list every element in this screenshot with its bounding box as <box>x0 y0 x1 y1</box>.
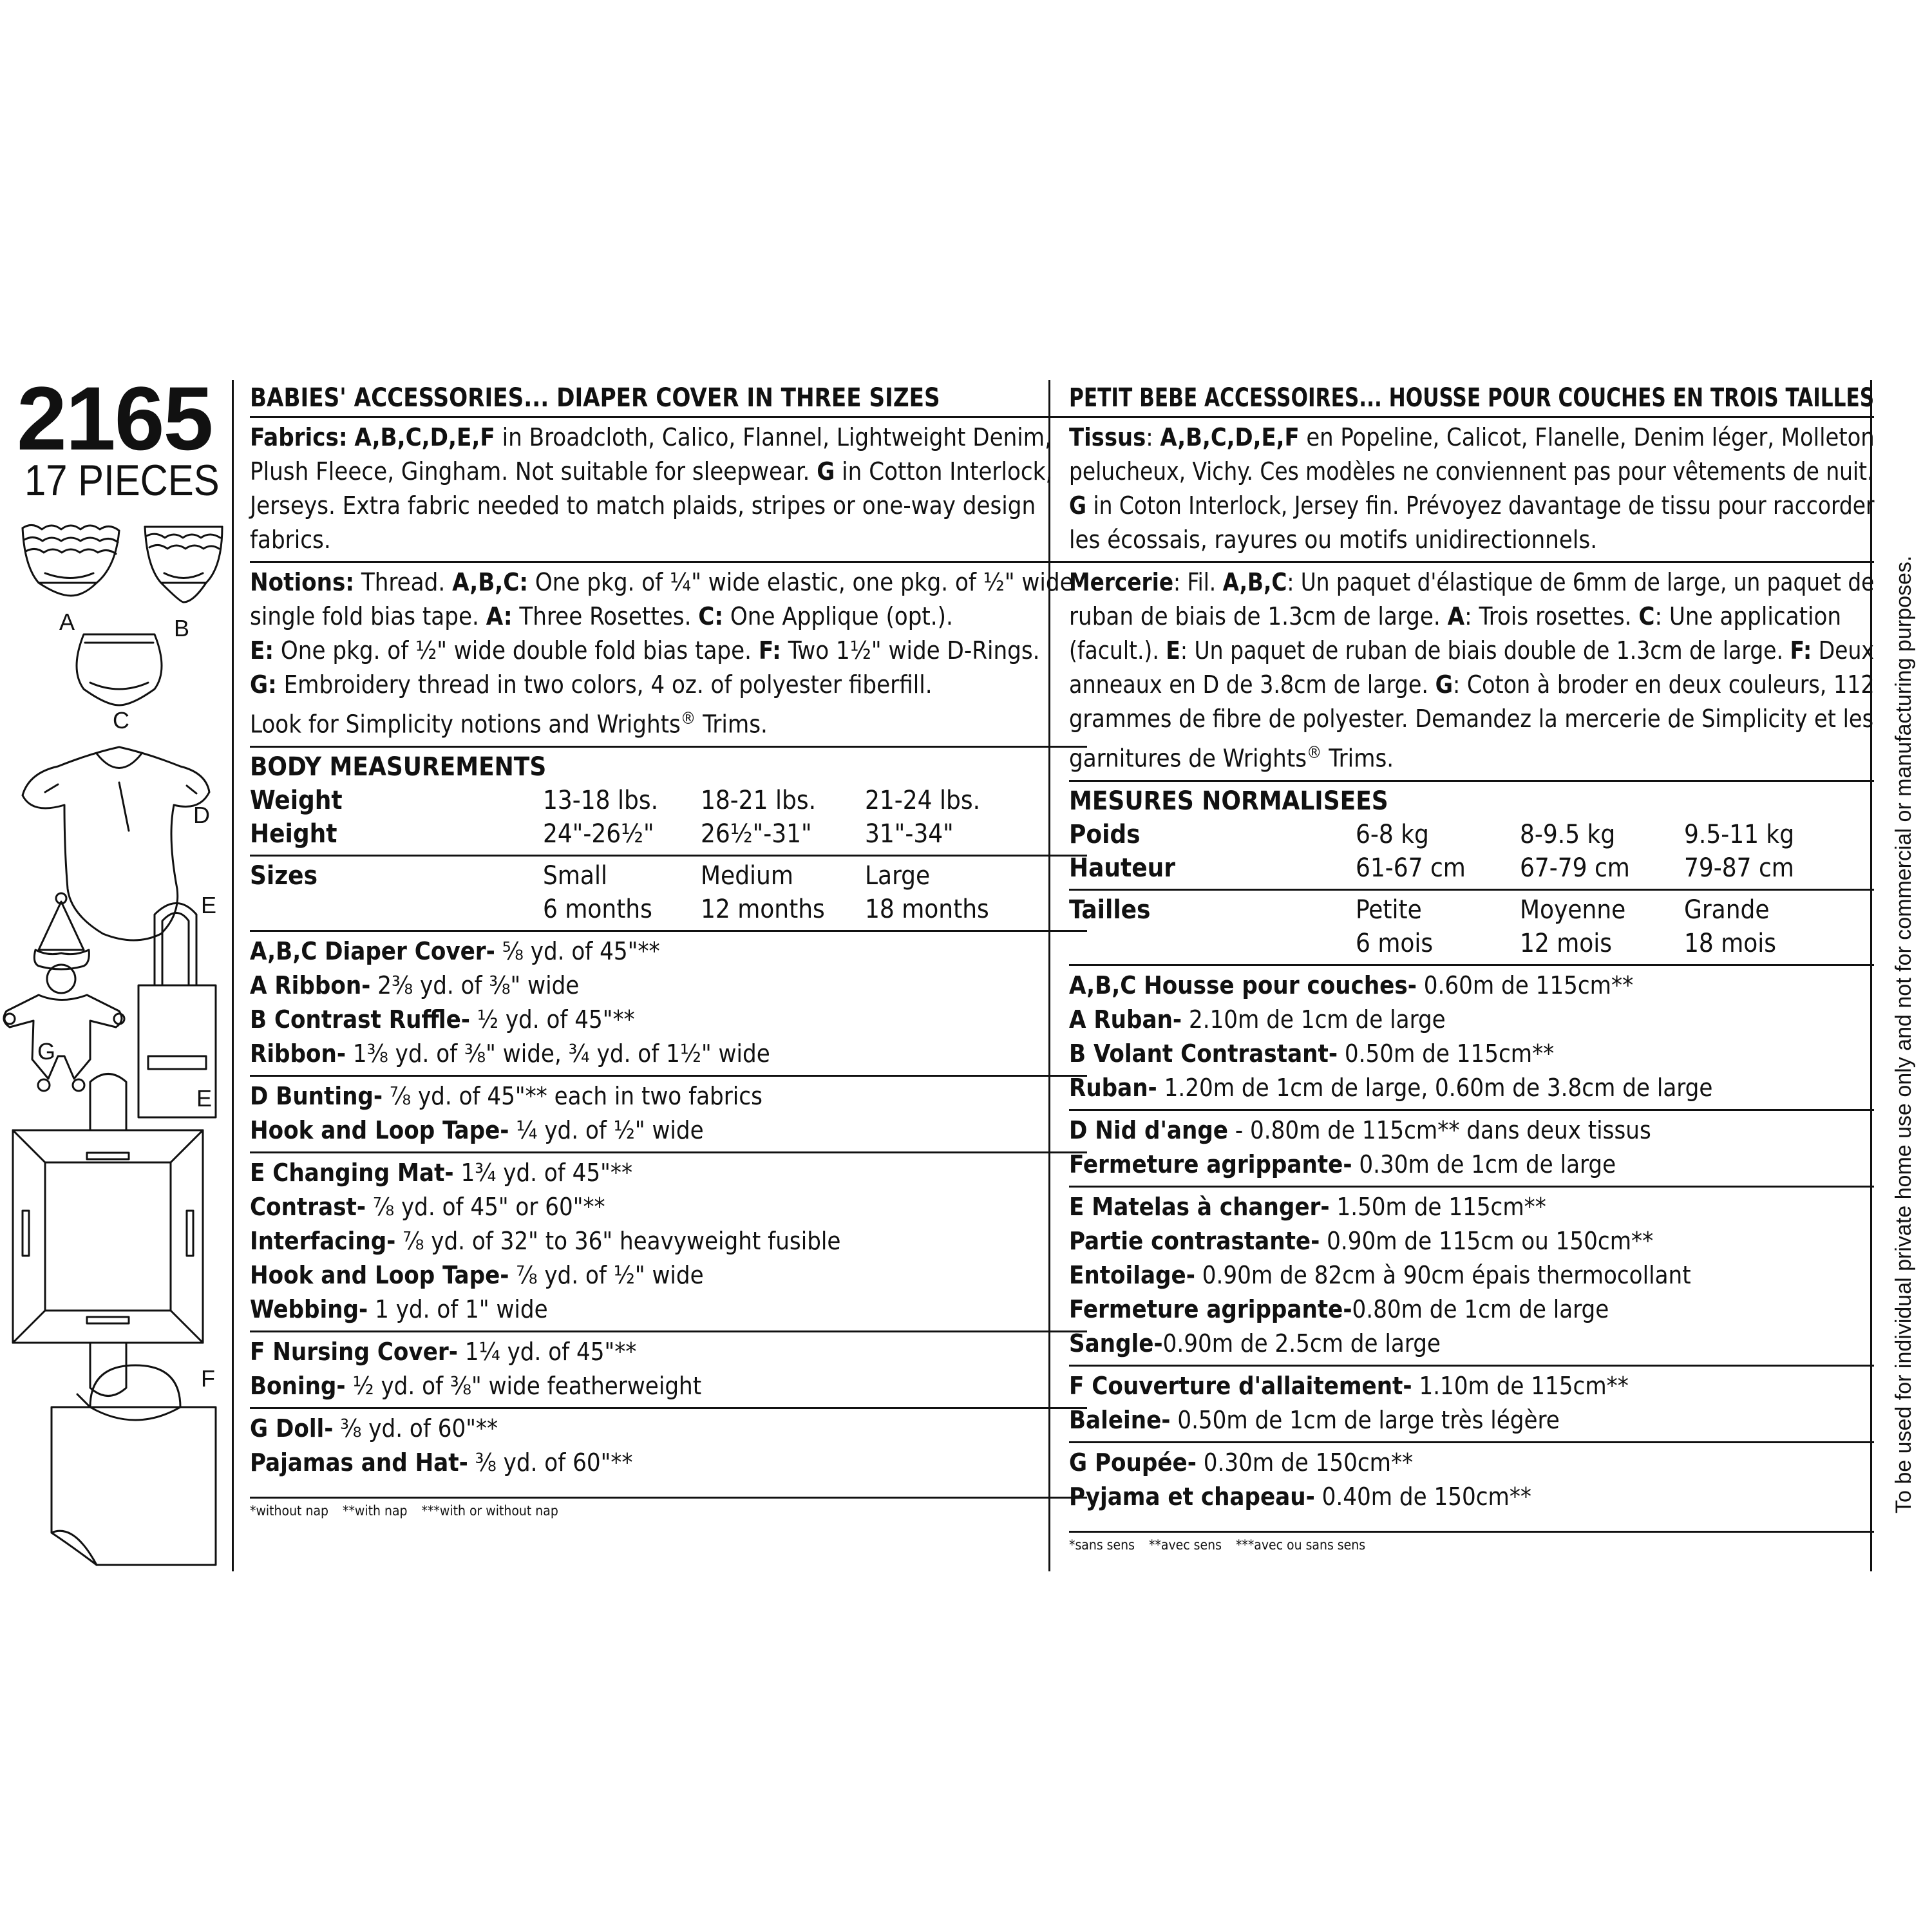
view-label-e-mat: E <box>196 1085 213 1112</box>
text-english-yardage-2-3-1: ⅞ yd. of ½" wide <box>509 1260 704 1289</box>
text-french-body-heights-1: 67-79 cm <box>1520 853 1630 883</box>
english-notions <box>250 563 1087 746</box>
column-divider-left <box>232 380 234 1571</box>
text-english-yardage-0-0-0: A,B,C Diaper Cover- <box>250 936 495 965</box>
text-french-footnotes-0: *sans sens <box>1069 1537 1135 1553</box>
text-french-yardage-3-1-1: 0.50m de 1cm de large très légère <box>1170 1405 1560 1434</box>
text-english-fabrics-lines-1-1: Plush Fleece, Gingham. Not suitable for sleepwear. <box>250 457 817 486</box>
text-english-body-heights-2: 31"-34" <box>865 819 954 849</box>
english-body-measurements <box>250 748 1087 855</box>
text-french-mercerie-l4_c: : Coton à broder en deux couleurs, 112 <box>1453 670 1875 699</box>
text-french-yardage-3-0-0: F Couverture d'allaitement- <box>1069 1371 1412 1400</box>
text-english-notions-l2_b: A: <box>486 602 513 630</box>
french-body-measurements <box>1069 782 1874 889</box>
english-yardage <box>250 930 1087 1520</box>
text-english-footnotes-2: ***with or without nap <box>421 1502 558 1519</box>
text-english-notions-l3_b: One pkg. of ½" wide double fold bias tape. <box>274 636 759 665</box>
french-column <box>1069 380 1874 1555</box>
text-english-fabrics-g_text: in Cotton Interlock, <box>835 457 1053 486</box>
yardage-f <box>250 1332 1087 1407</box>
text-french-mercerie-l4_b: G <box>1435 670 1454 699</box>
text-english-yardage-2-1-0: Contrast- <box>250 1192 366 1221</box>
english-title: BABIES' ACCESSORIES... DIAPER COVER IN THREE SIZES <box>250 383 940 413</box>
text-french-yardage-0-1-1: 2.10m de 1cm de large <box>1182 1005 1446 1034</box>
text-french-mercerie-l1_b: A,B,C <box>1222 568 1287 596</box>
english-sizes <box>250 857 1087 930</box>
metrage-g <box>1069 1443 1874 1518</box>
text-french-mercerie-l2_c: : Trois rosettes. <box>1464 602 1639 630</box>
metrage-e <box>1069 1188 1874 1365</box>
text-english-fabrics-label: Fabrics: <box>250 423 348 451</box>
text-french-mercerie-l3_c: : Un paquet de ruban de biais double de 1.3cm de large. <box>1180 636 1790 665</box>
text-english-body-ages-0: 6 months <box>543 894 652 924</box>
french-footnotes <box>1069 1533 1874 1555</box>
text-french-mercerie-l2_b: A <box>1447 602 1465 630</box>
text-french-body-sizes-0: Petite <box>1356 895 1422 925</box>
text-french-body-sizes_label: Tailles <box>1069 895 1151 925</box>
text-french-tissus-l2: pelucheux, Vichy. Ces modèles ne conviennent pas pour vêtements de nuit. <box>1069 457 1874 486</box>
text-english-yardage-1-1-1: ¼ yd. of ½" wide <box>509 1115 704 1144</box>
text-french-body-weights-1: 8-9.5 kg <box>1520 819 1616 849</box>
text-english-yardage-0-2-1: ½ yd. of 45"** <box>469 1005 635 1034</box>
text-english-yardage-1-1-0: Hook and Loop Tape- <box>250 1115 509 1144</box>
text-french-yardage-4-1-1: 0.40m de 150cm** <box>1314 1482 1531 1511</box>
pattern-number: 2165 <box>17 368 213 469</box>
text-english-yardage-4-1-1: ⅜ yd. of 60"** <box>468 1448 633 1477</box>
view-drawings <box>0 0 245 1578</box>
french-mercerie <box>1069 563 1874 780</box>
text-french-yardage-0-3-0: Ruban- <box>1069 1073 1157 1102</box>
text-english-notions-l5_end: Trims. <box>696 710 768 739</box>
text-french-yardage-1-0-1: - 0.80m de 115cm** dans deux tissus <box>1227 1115 1651 1144</box>
text-french-body-ages-1: 12 mois <box>1520 928 1613 958</box>
text-english-notions-l2_e: One Applique (opt.). <box>723 602 953 630</box>
metrage-f <box>1069 1367 1874 1441</box>
text-french-body-heights-2: 79-87 cm <box>1684 853 1794 883</box>
text-english-yardage-0-3-1: 1⅜ yd. of ⅜" wide, ¾ yd. of 1½" wide <box>346 1039 770 1068</box>
text-french-mercerie-l3_a: (facult.). <box>1069 636 1166 665</box>
text-english-footnotes-0: *without nap <box>250 1502 329 1519</box>
text-english-yardage-0-0-1: ⅝ yd. of 45"** <box>495 936 660 965</box>
text-english-notions-l1_b: A,B,C: <box>452 568 529 596</box>
text-english-fabrics-lines-3-1: fabrics. <box>250 526 331 554</box>
text-english-yardage-2-0-0: E Changing Mat- <box>250 1158 454 1187</box>
text-english-notions-l3_a: E: <box>250 636 274 665</box>
ruffled-diaper-cover-icon <box>23 525 119 596</box>
text-french-yardage-0-0-0: A,B,C Housse pour couches- <box>1069 971 1417 999</box>
text-french-yardage-0-3-1: 1.20m de 1cm de large, 0.60m de 3.8cm de large <box>1157 1073 1713 1102</box>
nursing-cover-icon <box>52 1365 216 1565</box>
text-english-yardage-2-1-1: ⅞ yd. of 45" or 60"** <box>366 1192 605 1221</box>
text-french-yardage-2-0-0: E Matelas à changer- <box>1069 1192 1330 1221</box>
text-french-yardage-0-0-1: 0.60m de 115cm** <box>1416 971 1634 999</box>
text-french-yardage-2-4-0: Sangle- <box>1069 1329 1163 1358</box>
text-english-body-sizes-2: Large <box>865 860 931 891</box>
text-french-tissus-l1: : <box>1146 423 1160 451</box>
view-label-g: G <box>37 1038 56 1065</box>
diaper-cover-icon <box>77 634 162 705</box>
changing-mat-icon <box>13 1074 203 1396</box>
text-english-yardage-2-3-0: Hook and Loop Tape- <box>250 1260 509 1289</box>
text-english-notions-l1_c: One pkg. of ¼" wide elastic, one pkg. of ½" wide <box>528 568 1074 596</box>
text-french-body-ages-0: 6 mois <box>1356 928 1434 958</box>
piece-count: 17 PIECES <box>24 456 220 505</box>
text-english-yardage-1-0-1: ⅞ yd. of 45"** each in two fabrics <box>383 1081 762 1110</box>
text-english-body-heights-1: 26½"-31" <box>701 819 812 849</box>
text-french-mercerie-l6: garnitures de Wrights <box>1069 744 1307 773</box>
text-english-notions-l4_a: G: <box>250 670 277 699</box>
text-english-yardage-4-1-0: Pajamas and Hat- <box>250 1448 468 1477</box>
text-english-body-weights-2: 21-24 lbs. <box>865 785 981 815</box>
text-french-tissus-l4: les écossais, rayures ou motifs unidirectionnels. <box>1069 526 1598 554</box>
text-english-body-sizes_label: Sizes <box>250 860 318 891</box>
view-label-b: B <box>174 615 190 641</box>
text-french-mercerie-l2_e: : Une application <box>1654 602 1842 630</box>
text-english-body-ages-1: 12 months <box>701 894 825 924</box>
text-english-yardage-2-4-0: Webbing- <box>250 1294 368 1323</box>
doll-icon <box>4 893 124 1091</box>
text-french-tissus-l1_c: en Popeline, Calicot, Flanelle, Denim léger, Molleton <box>1299 423 1875 451</box>
yardage-e <box>250 1153 1087 1331</box>
text-english-yardage-0-1-0: A Ribbon- <box>250 971 371 999</box>
text-english-fabrics-lines-0-0: A,B,C,D,E,F <box>354 423 495 451</box>
text-french-mercerie-label: Mercerie <box>1069 568 1174 596</box>
text-french-mercerie-l3_d: F: <box>1790 636 1812 665</box>
text-english-body-sizes-0: Small <box>543 860 607 891</box>
text-english-body-sizes-1: Medium <box>701 860 793 891</box>
english-column <box>250 380 1087 1520</box>
text-french-mercerie-l4_a: anneaux en D de 3.8cm de large. <box>1069 670 1435 699</box>
view-label-f: F <box>201 1365 215 1392</box>
text-english-yardage-4-0-0: G Doll- <box>250 1414 334 1443</box>
text-french-body-height_label: Hauteur <box>1069 853 1176 883</box>
text-french-body-ages-2: 18 mois <box>1684 928 1777 958</box>
text-english-footnotes-1: **with nap <box>343 1502 408 1519</box>
text-french-yardage-4-0-1: 0.30m de 150cm** <box>1196 1448 1414 1477</box>
text-english-yardage-2-2-0: Interfacing- <box>250 1226 396 1255</box>
text-english-yardage-0-2-0: B Contrast Ruffle- <box>250 1005 470 1034</box>
french-sizes <box>1069 891 1874 964</box>
text-english-notions-l5: Look for Simplicity notions and Wrights <box>250 710 681 739</box>
text-english-notions-l1_a: Thread. <box>354 568 453 596</box>
text-french-yardage-4-0-0: G Poupée- <box>1069 1448 1197 1477</box>
metrage-d <box>1069 1111 1874 1186</box>
text-english-yardage-2-2-1: ⅞ yd. of 32" to 36" heavyweight fusible <box>395 1226 841 1255</box>
text-english-body-title: BODY MEASUREMENTS <box>250 752 547 782</box>
text-french-mercerie-reg: ® <box>1307 743 1322 762</box>
text-english-body-heights-0: 24"-26½" <box>543 819 654 849</box>
text-french-yardage-0-2-1: 0.50m de 115cm** <box>1338 1039 1555 1068</box>
text-english-yardage-3-1-1: ½ yd. of ⅜" wide featherweight <box>345 1371 702 1400</box>
usage-notice: To be used for individual private home use only and not for commercial or manufacturing purposes. <box>1891 555 1916 1513</box>
text-french-body-weights-2: 9.5-11 kg <box>1684 819 1795 849</box>
text-english-yardage-2-0-1: 1¾ yd. of 45"** <box>453 1158 633 1187</box>
view-label-c: C <box>113 707 129 734</box>
text-english-fabrics-g_bold: G <box>817 457 835 486</box>
text-french-mercerie-l5: grammes de fibre de polyester. Demandez la mercerie de Simplicity et les <box>1069 705 1874 733</box>
text-french-yardage-4-1-0: Pyjama et chapeau- <box>1069 1482 1315 1511</box>
text-french-yardage-2-4-1: 0.90m de 2.5cm de large <box>1162 1329 1441 1358</box>
text-english-notions-l3_d: Two 1½" wide D-Rings. <box>781 636 1040 665</box>
text-english-yardage-3-1-0: Boning- <box>250 1371 346 1400</box>
text-english-yardage-0-3-0: Ribbon- <box>250 1039 346 1068</box>
text-french-yardage-2-0-1: 1.50m de 115cm** <box>1329 1192 1546 1221</box>
text-french-footnotes-2: ***avec ou sans sens <box>1235 1537 1366 1553</box>
text-english-notions-l4_b: Embroidery thread in two colors, 4 oz. of polyester fiberfill. <box>276 670 933 699</box>
text-french-mercerie-l2_d: C <box>1638 602 1655 630</box>
text-english-body-ages-2: 18 months <box>865 894 989 924</box>
view-label-d: D <box>193 802 210 828</box>
text-french-body-title: MESURES NORMALISEES <box>1069 786 1388 816</box>
text-english-fabrics-lines-2-1: Jerseys. Extra fabric needed to match plaids, stripes or one-way design <box>250 491 1036 520</box>
bunting-icon <box>23 747 209 940</box>
view-label-e-tote: E <box>201 892 217 918</box>
text-english-yardage-3-0-0: F Nursing Cover- <box>250 1337 458 1366</box>
text-english-yardage-2-4-1: 1 yd. of 1" wide <box>368 1294 548 1323</box>
text-french-mercerie-l2_a: ruban de biais de 1.3cm de large. <box>1069 602 1448 630</box>
text-french-body-sizes-1: Moyenne <box>1520 895 1626 925</box>
french-yardage <box>1069 964 1874 1555</box>
text-english-yardage-4-0-1: ⅜ yd. of 60"** <box>333 1414 498 1443</box>
text-french-yardage-1-1-0: Fermeture agrippante- <box>1069 1150 1352 1179</box>
text-french-tissus-label: Tissus <box>1069 423 1146 451</box>
text-french-yardage-2-2-1: 0.90m de 82cm à 90cm épais thermocollant <box>1195 1260 1691 1289</box>
text-french-body-heights-0: 61-67 cm <box>1356 853 1466 883</box>
text-french-mercerie-l6_end: Trims. <box>1321 744 1394 773</box>
metrage-abc <box>1069 966 1874 1109</box>
text-french-yardage-0-2-0: B Volant Contrastant- <box>1069 1039 1338 1068</box>
text-french-yardage-2-2-0: Entoilage- <box>1069 1260 1195 1289</box>
text-english-yardage-1-0-0: D Bunting- <box>250 1081 383 1110</box>
text-french-yardage-2-3-1: 0.80m de 1cm de large <box>1352 1294 1609 1323</box>
french-tissus <box>1069 418 1874 561</box>
text-english-notions-label: Notions: <box>250 568 355 596</box>
text-english-fabrics-lines-0-1: in Broadcloth, Calico, Flannel, Lightweight Denim, <box>495 423 1052 451</box>
text-english-notions-l3_c: F: <box>758 636 781 665</box>
text-english-notions-l2_c: Three Rosettes. <box>512 602 699 630</box>
text-french-mercerie-l1_a: : Fil. <box>1173 568 1223 596</box>
text-french-yardage-0-1-0: A Ruban- <box>1069 1005 1182 1034</box>
text-french-yardage-2-1-1: 0.90m de 115cm ou 150cm** <box>1320 1226 1654 1255</box>
text-french-yardage-1-1-1: 0.30m de 1cm de large <box>1352 1150 1616 1179</box>
text-french-yardage-3-0-1: 1.10m de 115cm** <box>1412 1371 1629 1400</box>
text-french-body-weights-0: 6-8 kg <box>1356 819 1429 849</box>
text-french-tissus-l3_b: G <box>1069 491 1086 520</box>
text-french-yardage-3-1-0: Baleine- <box>1069 1405 1171 1434</box>
french-title: PETIT BEBE ACCESSOIRES... HOUSSE POUR COUCHES EN TROIS TAILLES <box>1069 383 1875 413</box>
yardage-d <box>250 1077 1087 1151</box>
view-label-a: A <box>59 609 75 635</box>
english-footnotes <box>250 1499 1087 1520</box>
text-english-body-weights-1: 18-21 lbs. <box>701 785 817 815</box>
text-french-body-sizes-2: Grande <box>1684 895 1770 925</box>
text-french-body-weight_label: Poids <box>1069 819 1141 849</box>
text-english-notions-l2_a: single fold bias tape. <box>250 602 486 630</box>
text-french-tissus-l3_c: in Coton Interlock, Jersey fin. Prévoyez davantage de tissu pour raccorder <box>1086 491 1875 520</box>
yardage-g <box>250 1409 1087 1484</box>
text-french-tissus-l1_b: A,B,C,D,E,F <box>1160 423 1300 451</box>
yardage-abc <box>250 932 1087 1075</box>
text-english-notions-reg: ® <box>680 709 696 728</box>
text-french-mercerie-l1_c: : Un paquet d'élastique de 6mm de large, un paquet de <box>1287 568 1875 596</box>
text-english-body-height_label: Height <box>250 819 337 849</box>
ruffled-diaper-cover-back-icon <box>145 527 222 602</box>
text-french-mercerie-l3_e: Deux <box>1812 636 1874 665</box>
text-english-body-weights-0: 13-18 lbs. <box>543 785 659 815</box>
text-french-yardage-2-1-0: Partie contrastante- <box>1069 1226 1320 1255</box>
text-english-yardage-3-0-1: 1¼ yd. of 45"** <box>457 1337 637 1366</box>
text-french-mercerie-l3_b: E <box>1166 636 1180 665</box>
text-french-yardage-1-0-0: D Nid d'ange <box>1069 1115 1228 1144</box>
text-english-yardage-0-1-1: 2⅜ yd. of ⅜" wide <box>370 971 580 999</box>
text-french-yardage-2-3-0: Fermeture agrippante- <box>1069 1294 1352 1323</box>
text-english-body-weight_label: Weight <box>250 785 343 815</box>
english-fabrics <box>250 418 1087 561</box>
text-french-footnotes-1: **avec sens <box>1148 1537 1222 1553</box>
text-english-notions-l2_d: C: <box>698 602 724 630</box>
